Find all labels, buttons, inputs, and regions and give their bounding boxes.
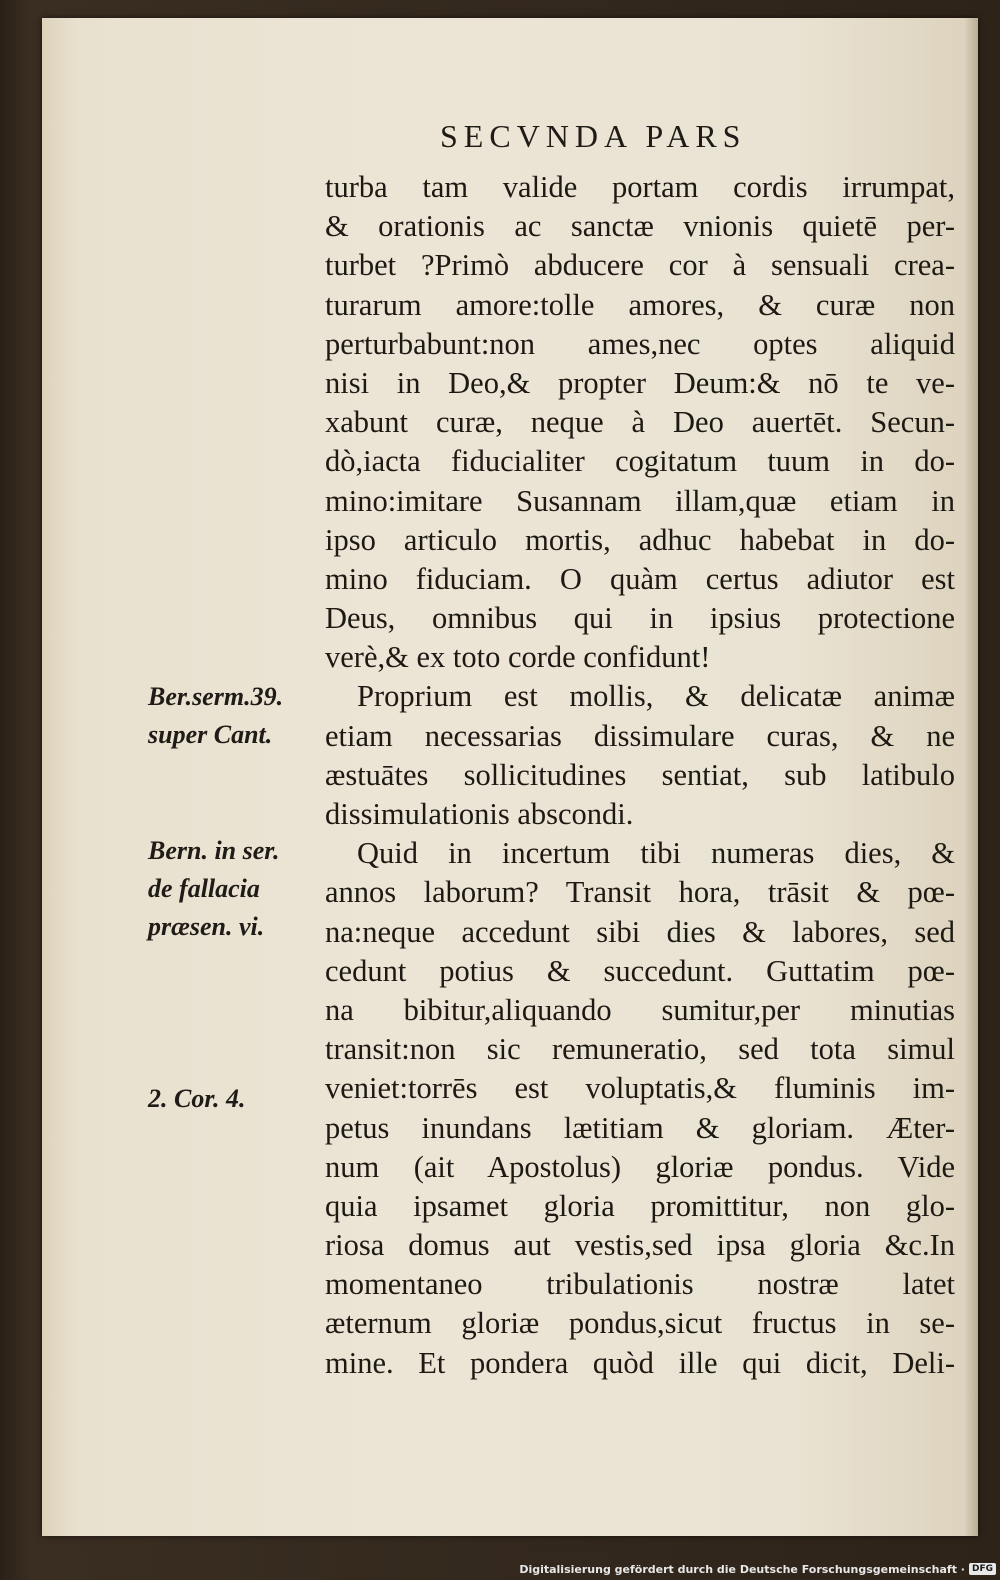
margin-note-line: 2. Cor. 4.	[148, 1084, 246, 1113]
text-line: num (ait Apostolus) gloriæ pondus. Vide	[325, 1149, 955, 1184]
credit-text: Digitalisierung gefördert durch die Deutsche Forschungsgemeinschaft ·	[519, 1562, 965, 1576]
text-line: æstuātes sollicitudines sentiat, sub latibulo	[325, 757, 955, 792]
text-line: annos laborum? Transit hora, trāsit & pœ-	[325, 875, 955, 910]
margin-note-bernard-fallacia	[148, 832, 280, 946]
margin-note-line: de fallacia	[148, 874, 260, 903]
text-line: xabunt curæ, neque à Deo auertēt. Secun-	[325, 405, 955, 440]
text-line: Deus, omnibus qui in ipsius protectione	[325, 601, 955, 636]
text-line: riosa domus aut vestis,sed ipsa gloria &c.In	[325, 1228, 955, 1263]
digitization-credit	[519, 1560, 996, 1578]
text-line: mine. Et pondera quòd ille qui dicit, Deli-	[325, 1345, 955, 1380]
body-text	[325, 168, 955, 1383]
text-line: etiam necessarias dissimulare curas, & ne	[325, 718, 955, 753]
dfg-logo: DFG	[969, 1563, 996, 1575]
text-line: quia ipsamet gloria promittitur, non glo-	[325, 1188, 955, 1223]
text-line: & orationis ac sanctæ vnionis quietē per-	[325, 209, 955, 244]
text-line: verè,& ex toto corde confidunt!	[325, 640, 711, 675]
text-line: momentaneo tribulationis nostræ latet	[325, 1267, 955, 1302]
text-line: dò,iacta fiducialiter cogitatum tuum in do-	[325, 444, 955, 479]
margin-note-line: super Cant.	[148, 720, 273, 749]
text-line: æternum gloriæ pondus,sicut fructus in se-	[325, 1306, 955, 1341]
text-line: turarum amore:tolle amores, & curæ non	[325, 287, 955, 322]
text-line: na:neque accedunt sibi dies & labores, sed	[325, 914, 955, 949]
paragraph-start-line: Quid in incertum tibi numeras dies, &	[357, 836, 955, 871]
text-line: petus inundans lætitiam & gloriam. Æter-	[325, 1110, 955, 1145]
text-line: na bibitur,aliquando sumitur,per minutias	[325, 992, 955, 1027]
running-title: SECVNDA PARS	[440, 118, 747, 154]
margin-note-line: Bern. in ser.	[148, 836, 280, 865]
margin-note-line: Ber.serm.39.	[148, 682, 284, 711]
margin-note-line: præsen. vi.	[148, 912, 265, 941]
margin-note-corinthians	[148, 1080, 246, 1118]
text-line: nisi in Deo,& propter Deum:& nō te ve-	[325, 365, 955, 400]
text-line: transit:non sic remuneratio, sed tota simul	[325, 1032, 955, 1067]
text-line: perturbabunt:non ames,nec optes aliquid	[325, 326, 955, 361]
book-page	[42, 18, 978, 1536]
text-line: ipso articulo mortis, adhuc habebat in do-	[325, 522, 955, 557]
margin-note-bernard-sermon	[148, 678, 283, 754]
text-line: mino fiduciam. O quàm certus adiutor est	[325, 561, 955, 596]
text-line: turba tam valide portam cordis irrumpat,	[325, 170, 955, 204]
paragraph-start-line: Proprium est mollis, & delicatæ animæ	[357, 679, 955, 714]
text-line: dissimulationis abscondi.	[325, 797, 634, 831]
text-line: turbet ?Primò abducere cor à sensuali crea-	[325, 248, 955, 283]
text-line: mino:imitare Susannam illam,quæ etiam in	[325, 483, 955, 518]
text-line: veniet:torrēs est voluptatis,& fluminis im-	[325, 1071, 955, 1106]
text-line: cedunt potius & succedunt. Guttatim pœ-	[325, 953, 955, 988]
page-edge-shadow	[964, 18, 978, 1536]
